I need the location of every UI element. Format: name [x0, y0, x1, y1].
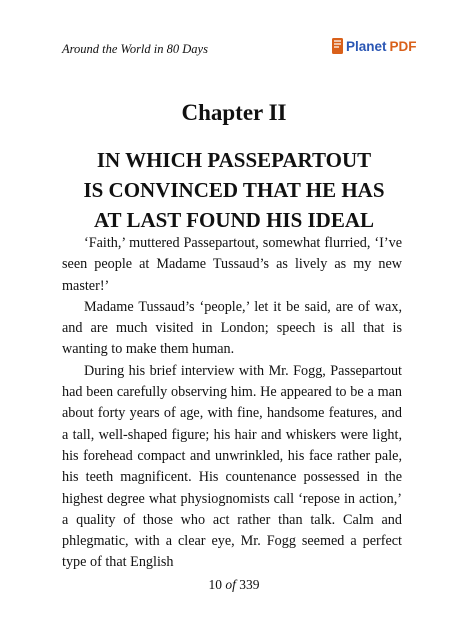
chapter-title: [56, 145, 412, 235]
page-total: 339: [239, 577, 260, 592]
running-title: Around the World in 80 Days: [62, 42, 208, 56]
paragraph: Madame Tussaud’s ‘people,’ let it be said, are of wax, and are much visited in London; speech is all that is wanting to make them human.: [62, 298, 402, 358]
planet-pdf-logo-icon: [332, 38, 343, 54]
planet-pdf-logo[interactable]: [332, 38, 417, 54]
body-text: [62, 233, 402, 574]
logo-word-planet: Planet: [346, 38, 387, 54]
chapter-title-line: IS CONVINCED THAT HE HAS: [83, 178, 385, 202]
chapter-heading: Chapter II: [181, 100, 287, 125]
chapter-title-line: AT LAST FOUND HIS IDEAL: [93, 208, 375, 232]
chapter-title-line: IN WHICH PASSEPARTOUT: [96, 148, 372, 172]
page-number: [0, 577, 468, 593]
logo-word-pdf: PDF: [389, 38, 417, 54]
paragraph: During his brief interview with Mr. Fogg, Passepartout had been carefully observing him. He appeared to be a man about forty years of age, with fine, handsome features, and a tall, well-shaped figure; his hair and whiskers were light, his forehead compact and unwrinkled, his face rather pale, his teeth magnificent. His countenance possessed in the highest degree what physiognomists call ‘repose in action,’ a quality of those who act rather than talk. Calm and phlegmatic, with a clear eye, Mr. Fogg seemed a perfect type of that English: [62, 362, 402, 571]
paragraph: ‘Faith,’ muttered Passepartout, somewhat flurried, ‘I’ve seen people at Madame Tussaud’s as lively as my new master!’: [62, 235, 402, 294]
page-of: of: [225, 577, 236, 592]
page-current: 10: [208, 577, 222, 592]
